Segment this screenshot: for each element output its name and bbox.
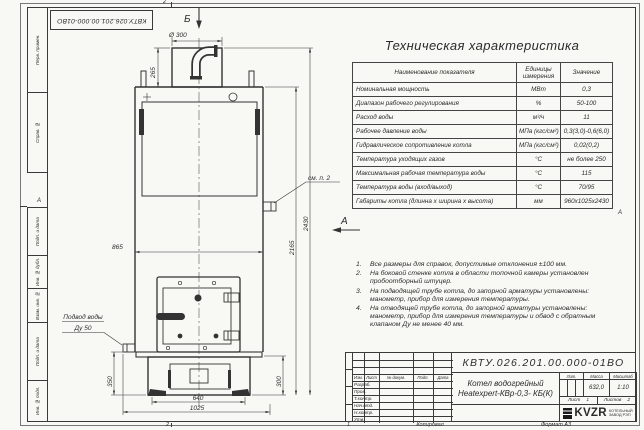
kvzr-logo-sub2: ЗАВОД РЭП	[608, 413, 631, 417]
zone-tick-left	[20, 206, 27, 207]
signature-grid	[352, 352, 452, 422]
zone-marker-bottom-right: 1	[347, 422, 351, 428]
frame-label-text: Подп. и дата	[35, 217, 40, 246]
spec-row-value: не более 250	[561, 153, 613, 167]
col-list-label: Лист	[366, 375, 377, 380]
sign-row-label: Утв.	[354, 417, 365, 422]
spec-row-units: МПа (кгс/см²)	[517, 125, 561, 139]
mass-label: Масса	[590, 373, 603, 379]
frame-label-podp-data-2	[27, 322, 48, 381]
spec-row-value: 0,3	[561, 83, 613, 97]
scale-value-cell	[609, 379, 637, 397]
stamp-doc-number	[50, 10, 153, 30]
dim-full-width: 1025	[189, 405, 205, 412]
spec-row-units: МВт	[517, 83, 561, 97]
notes-block	[356, 261, 620, 331]
dim-body-width: 865	[112, 244, 123, 251]
zone-marker-top: 2	[163, 0, 167, 5]
sheets-label: Листов	[603, 398, 622, 403]
zone-tick-top	[171, 2, 172, 7]
spec-row-name: Расход воды	[353, 111, 517, 125]
note-text: На подводящей трубе котла, до запорной арматуры установлены: манометр, прибор для измерения температуры.	[370, 287, 590, 303]
mass-value: 632,0	[588, 385, 604, 391]
spec-row-units: МПа (кгс/см²)	[517, 139, 561, 153]
spec-row-name: Рабочее давление воды	[353, 125, 517, 139]
spec-col-value: Значение	[561, 63, 613, 83]
lit-label: Лит.	[566, 373, 577, 379]
note-number: 4.	[356, 305, 362, 313]
spec-row-value: 50-100	[561, 97, 613, 111]
frame-label-inv-podl	[27, 380, 48, 422]
spec-table	[352, 62, 613, 209]
spec-row-value: 115	[561, 167, 613, 181]
frame-label-sprav	[27, 92, 48, 173]
zone-marker-left: А	[37, 198, 42, 204]
logo-cell	[559, 404, 637, 422]
frame-label-text: Справ. №	[35, 122, 40, 143]
col-izm-label: Изм.	[354, 375, 363, 380]
spec-row-units: м³/ч	[517, 111, 561, 125]
kvzr-logo-text: KVZR	[574, 407, 607, 419]
spec-row-value: 70/95	[561, 181, 613, 195]
frame-label-text: Перв. примен.	[35, 34, 40, 66]
product-name-line1: Котел водогрейный	[467, 378, 544, 388]
callout-water-inlet-line1: Подвод воды	[63, 314, 103, 321]
sign-row-label: Разраб.	[354, 382, 371, 387]
sheet-value: 1	[586, 398, 590, 403]
note-item	[356, 270, 620, 286]
kvzr-logo-sub1: КОТЕЛЬНЫЙ	[608, 408, 633, 413]
dim-chimney-diameter: Ø 300	[169, 32, 187, 39]
section-a-label: А	[341, 216, 348, 227]
dim-base-width: 640	[192, 395, 204, 402]
frame-label-vzam-inv	[27, 288, 48, 323]
mass-value-cell	[583, 379, 610, 397]
spec-row-units: %	[517, 97, 561, 111]
sign-row-label: Пров.	[354, 389, 367, 394]
product-name-cell	[451, 372, 560, 405]
zone-marker-right: А	[618, 210, 623, 216]
spec-col-name: Наименование показателя	[353, 63, 517, 83]
footer-format-label: Формат А3	[540, 422, 572, 428]
note-number: 2.	[356, 270, 362, 278]
spec-row-name: Габариты котла (длинна х ширина х высота)	[353, 195, 517, 209]
spec-row-value: 0,02(0,2)	[561, 139, 613, 153]
note-item	[356, 261, 620, 269]
note-text: На отводящей трубе котла, до запорной арматуры установлены: манометр, прибор для измерения температуры и обвод с обратным клапаном Ду не менее 40 мм.	[370, 305, 596, 329]
doc-number-cell	[451, 352, 636, 373]
dim-chimney-height: 265	[150, 67, 157, 78]
col-date-label: Дата	[437, 375, 449, 380]
title-block	[345, 352, 636, 422]
col-doc-label: № докум.	[386, 375, 406, 380]
spec-row-name: Максимальная рабочая температура воды	[353, 167, 517, 181]
scale-label: Масштаб	[613, 373, 633, 379]
spec-row-units: °С	[517, 181, 561, 195]
sheet-label: Лист	[567, 398, 581, 403]
stamp-doc-number-text: КВТУ.026.201.00.000-01ВО	[56, 16, 147, 24]
kvzr-logo-icon	[563, 408, 572, 419]
callout-water-inlet-line2: Ду 50	[74, 325, 92, 332]
note-text: На боковой стенке котла в области топочной камеры установлен пробоотборный штуцер.	[370, 270, 589, 286]
frame-label-text: Инв. № подл.	[35, 386, 40, 416]
spec-row-value: 960х1025х2430	[561, 195, 613, 209]
note-item	[356, 305, 620, 330]
frame-label-text: Инв. № дубл.	[35, 257, 40, 287]
frame-label-inv-dubl	[27, 255, 48, 289]
spec-row-units: мм	[517, 195, 561, 209]
product-name-line2: Heatexpert-КВр-0,3- КБ(К)	[458, 388, 553, 398]
frame-label-text: Взам. инв. №	[35, 291, 40, 320]
scale-value: 1:10	[617, 385, 629, 391]
dim-left-height: 350	[107, 376, 114, 387]
title-block-empty-cell	[451, 404, 560, 422]
note-item	[356, 288, 620, 304]
zone-tick-bottom	[171, 423, 172, 427]
note-number: 3.	[356, 287, 362, 295]
dim-right-height: 300	[276, 376, 283, 387]
spec-title: Техническая характеристика	[384, 38, 580, 53]
sign-row-label: Нач.отд.	[354, 403, 374, 408]
spec-row-name: Гидравлическое сопротивление котла	[353, 139, 517, 153]
spec-row-name: Температура воды (вход/выход)	[353, 181, 517, 195]
doc-number-text: КВТУ.026.201.00.000-01ВО	[462, 356, 625, 369]
frame-label-perv-primen	[27, 7, 48, 93]
spec-row-value: 0,3(3,0)-0,6(6,0)	[561, 125, 613, 139]
zone-marker-bottom-left: 2	[166, 422, 170, 428]
section-b-label: Б	[184, 14, 191, 25]
note-text: Все размеры для справок, допустимые отклонения ±100 мм.	[370, 261, 568, 268]
sheets-value: 2	[627, 398, 631, 403]
frame-label-podp-data-1	[27, 207, 48, 256]
frame-label-text: Подп. и дата	[35, 337, 40, 366]
spec-row-name: Диапазон рабочего регулирования	[353, 97, 517, 111]
sign-row-label: Т.контр.	[354, 396, 373, 401]
sign-row-label: Н.контр.	[354, 410, 374, 415]
spec-row-name: Температура уходящих газов	[353, 153, 517, 167]
note-number: 1.	[356, 261, 362, 268]
callout-see-note-2: см. п. 2	[308, 175, 331, 182]
col-sign-label: Подп.	[417, 375, 429, 380]
spec-row-value: 11	[561, 111, 613, 125]
spec-row-units: °С	[517, 167, 561, 181]
spec-col-units: Единицы измерения	[517, 63, 561, 83]
dim-height-full: 2430	[303, 216, 310, 231]
footer-copied-label: Копировал	[416, 422, 444, 428]
spec-row-name: Номинальная мощность	[353, 83, 517, 97]
dim-height-mid: 2165	[289, 240, 296, 255]
spec-row-units: °С	[517, 153, 561, 167]
